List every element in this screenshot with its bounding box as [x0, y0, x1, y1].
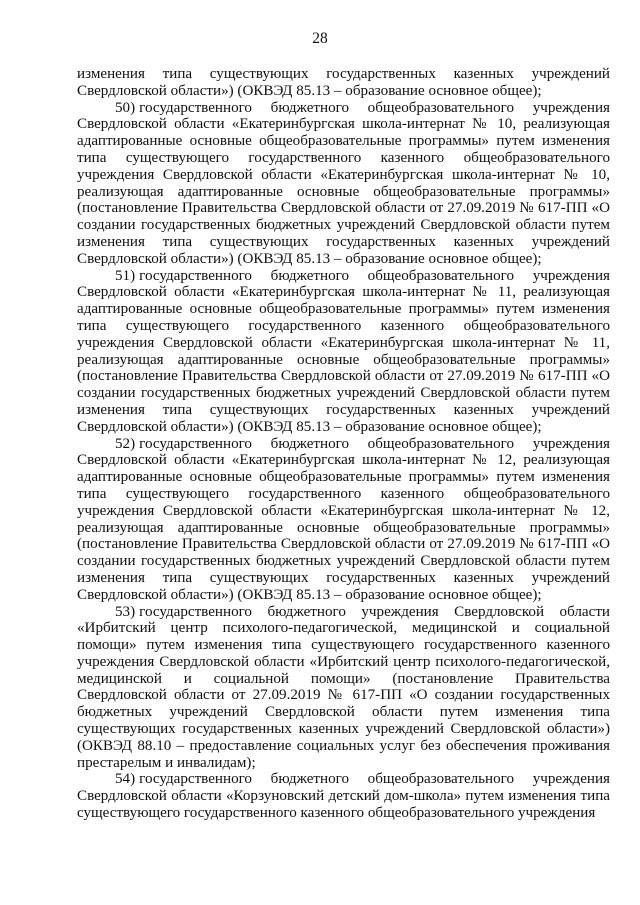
list-item-52: [77, 436, 610, 604]
page-number: 28: [312, 30, 328, 47]
list-item-text: государственного бюджетного общеобразовательного учреждения Свердловской области «Корзуновский детский дом-школа» путем изменения типа существующего государственного казенного общеобразовательного учреждения: [77, 771, 610, 822]
list-item-number: 53): [115, 603, 136, 620]
list-item-50: [77, 100, 610, 268]
list-item-text: государственного бюджетного общеобразовательного учреждения Свердловской области «Екатеринбургская школа-интернат № 12, реализующая адаптированные основные общеобразовательные программы» путем изменения типа существующего государственного казенного общеобразовательного учреждения Свердловской области «Екатеринбургская школа-интернат № 12, реализующая адаптированные основные общеобразовательные программы» (постановление Правительства Свердловской области от 27.09.2019 № 617-ПП «О создании государственных бюджетных учреждений Свердловской области путем изменения типа существующих государственных казенных учреждений Свердловской области») (ОКВЭД 85.13 – образование основное общее);: [77, 435, 610, 603]
list-item-text: государственного бюджетного общеобразовательного учреждения Свердловской области «Екатеринбургская школа-интернат № 10, реализующая адаптированные основные общеобразовательные программы» путем изменения типа существующего государственного казенного общеобразовательного учреждения Свердловской области «Екатеринбургская школа-интернат № 10, реализующая адаптированные основные общеобразовательные программы» (постановление Правительства Свердловской области от 27.09.2019 № 617-ПП «О создании государственных бюджетных учреждений Свердловской области путем изменения типа существующих государственных казенных учреждений Свердловской области») (ОКВЭД 85.13 – образование основное общее);: [77, 99, 610, 267]
list-item-number: 54): [115, 771, 136, 788]
list-item-51: [77, 268, 610, 436]
list-item-54: [77, 771, 610, 821]
paragraph-text: изменения типа существующих государственных казенных учреждений Свердловской области») (ОКВЭД 85.13 – образование основное общее);: [77, 66, 610, 99]
list-item-number: 52): [115, 435, 136, 452]
document-body: [77, 66, 610, 822]
list-item-number: 50): [115, 99, 136, 116]
paragraph-continuation: [77, 66, 610, 100]
list-item-text: государственного бюджетного учреждения Свердловской области «Ирбитский центр психолого-педагогической, медицинской и социальной помощи» путем изменения типа существующего государственного казенного учреждения Свердловской области «Ирбитский центр психолого-педагогической, медицинской и социальной помощи» (постановление Правительства Свердловской области от 27.09.2019 № 617-ПП «О создании государственных бюджетных учреждений Свердловской области путем изменения типа существующих государственных казенных учреждений Свердловской области») (ОКВЭД 88.10 – предоставление социальных услуг без обеспечения проживания престарелым и инвалидам);: [77, 603, 610, 771]
list-item-text: государственного бюджетного общеобразовательного учреждения Свердловской области «Екатеринбургская школа-интернат № 11, реализующая адаптированные основные общеобразовательные программы» путем изменения типа существующего государственного казенного общеобразовательного учреждения Свердловской области «Екатеринбургская школа-интернат № 11, реализующая адаптированные основные общеобразовательные программы» (постановление Правительства Свердловской области от 27.09.2019 № 617-ПП «О создании государственных бюджетных учреждений Свердловской области путем изменения типа существующих государственных казенных учреждений Свердловской области») (ОКВЭД 85.13 – образование основное общее);: [77, 267, 610, 435]
list-item-53: [77, 604, 610, 772]
list-item-number: 51): [115, 267, 136, 284]
